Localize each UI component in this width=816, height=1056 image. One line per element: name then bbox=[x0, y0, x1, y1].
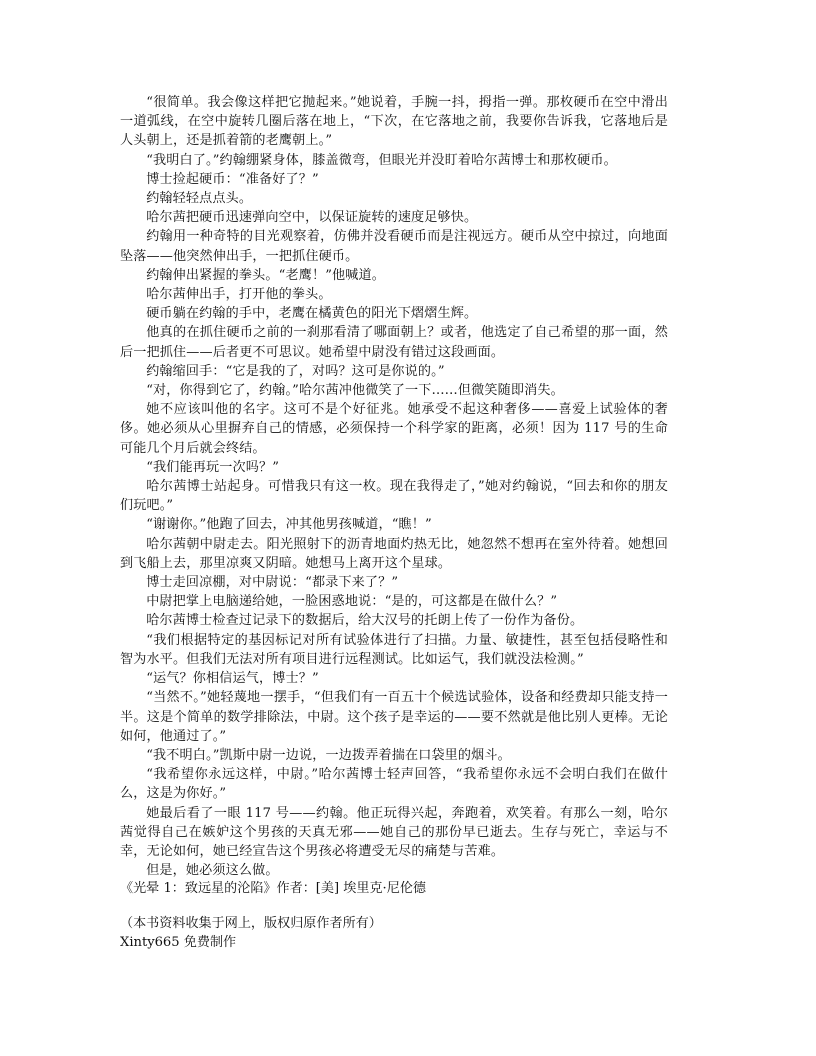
paragraph: “谢谢你。”他跑了回去，冲其他男孩喊道，“瞧！” bbox=[146, 517, 432, 533]
paragraph: 硬币躺在约翰的手中，老鹰在橘黄色的阳光下熠熠生辉。 bbox=[146, 306, 478, 322]
book-title: 《光晕 1：致远星的沦陷》作者：[美] 埃里克·尼伦德 bbox=[120, 881, 427, 896]
paragraph: 哈尔茜把硬币迅速弹向空中，以保证旋转的速度足够快。 bbox=[146, 210, 478, 226]
paragraph: 博士捡起硬币：“准备好了？” bbox=[146, 171, 319, 187]
paragraph: 博士走回凉棚，对中尉说：“都录下来了？” bbox=[146, 575, 399, 591]
producer-credit: Xinty665 免费制作 bbox=[120, 935, 237, 950]
paragraph: 约翰缩回手：“它是我的了，对吗？这可是你说的。” bbox=[146, 363, 445, 379]
copyright-note: （本书资料收集于网上，版权归原作者所有） bbox=[120, 916, 382, 931]
paragraph: 她最后看了一眼 117 号——约翰。他正玩得兴起，奔跑着，欢笑着。有那么一刻，哈尔茜觉得自己在嫉妒这个男孩的天真无邪——她自己的那份早已逝去。生存与死亡，幸运与不幸，无论如何，她已经宣告这个男孩必将遭受无尽的痛楚与苦难。 bbox=[120, 805, 668, 859]
paragraph: 中尉把掌上电脑递给她，一脸困惑地说：“是的，可这都是在做什么？” bbox=[146, 594, 558, 610]
paragraph: “当然不。”她轻蔑地一摆手，“但我们有一百五十个候选试验体，设备和经费却只能支持一半。这是个简单的数学排除法，中尉。这个孩子是幸运的——要不然就是他比别人更棒。无论如何，他通过了。” bbox=[120, 690, 668, 744]
paragraph: 哈尔茜博士站起身。可惜我只有这一枚。现在我得走了，”她对约翰说，“回去和你的朋友们玩吧。” bbox=[120, 479, 668, 514]
paragraph: 约翰伸出紧握的拳头。“老鹰！”他喊道。 bbox=[146, 267, 386, 283]
paragraph: 但是，她必须这么做。 bbox=[146, 863, 279, 879]
paragraph: 她不应该叫他的名字。这可不是个好征兆。她承受不起这种奢侈——喜爱上试验体的奢侈。她必须从心里摒弃自己的情感，必须保持一个科学家的距离，必须！因为 117 号的生命可能几个月后就会终结。 bbox=[120, 402, 668, 456]
paragraph: 哈尔茜博士检查过记录下的数据后，给大汉号的托朗上传了一份作为备份。 bbox=[146, 613, 584, 629]
paragraph: “对，你得到它了，约翰。”哈尔茜冲他微笑了一下……但微笑随即消失。 bbox=[146, 383, 564, 399]
paragraph: “我希望你永远这样，中尉。”哈尔茜博士轻声回答，“我希望你永远不会明白我们在做什么，这是为你好。” bbox=[120, 767, 668, 802]
paragraph: 约翰用一种奇特的目光观察着，仿佛并没看硬币而是注视远方。硬币从空中掠过，向地面坠落——他突然伸出手，一把抓住硬币。 bbox=[120, 229, 668, 264]
paragraph: “我们根据特定的基因标记对所有试验体进行了扫描。力量、敏捷性，甚至包括侵略性和智为水平。但我们无法对所有项目进行远程测试。比如运气，我们就没法检测。” bbox=[120, 632, 668, 667]
paragraph: 约翰轻轻点点头。 bbox=[146, 191, 253, 207]
paragraph: “我明白了。”约翰绷紧身体，膝盖微弯，但眼光并没盯着哈尔茜博士和那枚硬币。 bbox=[146, 152, 617, 168]
paragraph: “运气？你相信运气，博士？” bbox=[146, 671, 319, 687]
chapter-body bbox=[120, 93, 668, 880]
paragraph: “很简单。我会像这样把它抛起来。”她说着，手腕一抖，拇指一弹。那枚硬币在空中滑出一道弧线，在空中旋转几圈后落在地上，“下次，在它落地之前，我要你告诉我，它落地后是人头朝上，还是抓着箭的老鹰朝上。” bbox=[120, 95, 668, 149]
paragraph: 哈尔茜伸出手，打开他的拳头。 bbox=[146, 287, 332, 303]
paragraph: “我们能再玩一次吗？” bbox=[146, 459, 280, 475]
paragraph: 哈尔茜朝中尉走去。阳光照射下的沥青地面灼热无比，她忽然不想再在室外待着。她想回到飞船上去，那里凉爽又阴暗。她想马上离开这个星球。 bbox=[120, 536, 668, 571]
paragraph: 他真的在抓住硬币之前的一刹那看清了哪面朝上？或者，他选定了自己希望的那一面，然后一把抓住——后者更不可思议。她希望中尉没有错过这段画面。 bbox=[120, 325, 668, 360]
paragraph: “我不明白。”凯斯中尉一边说，一边拨弄着揣在口袋里的烟斗。 bbox=[146, 747, 511, 763]
